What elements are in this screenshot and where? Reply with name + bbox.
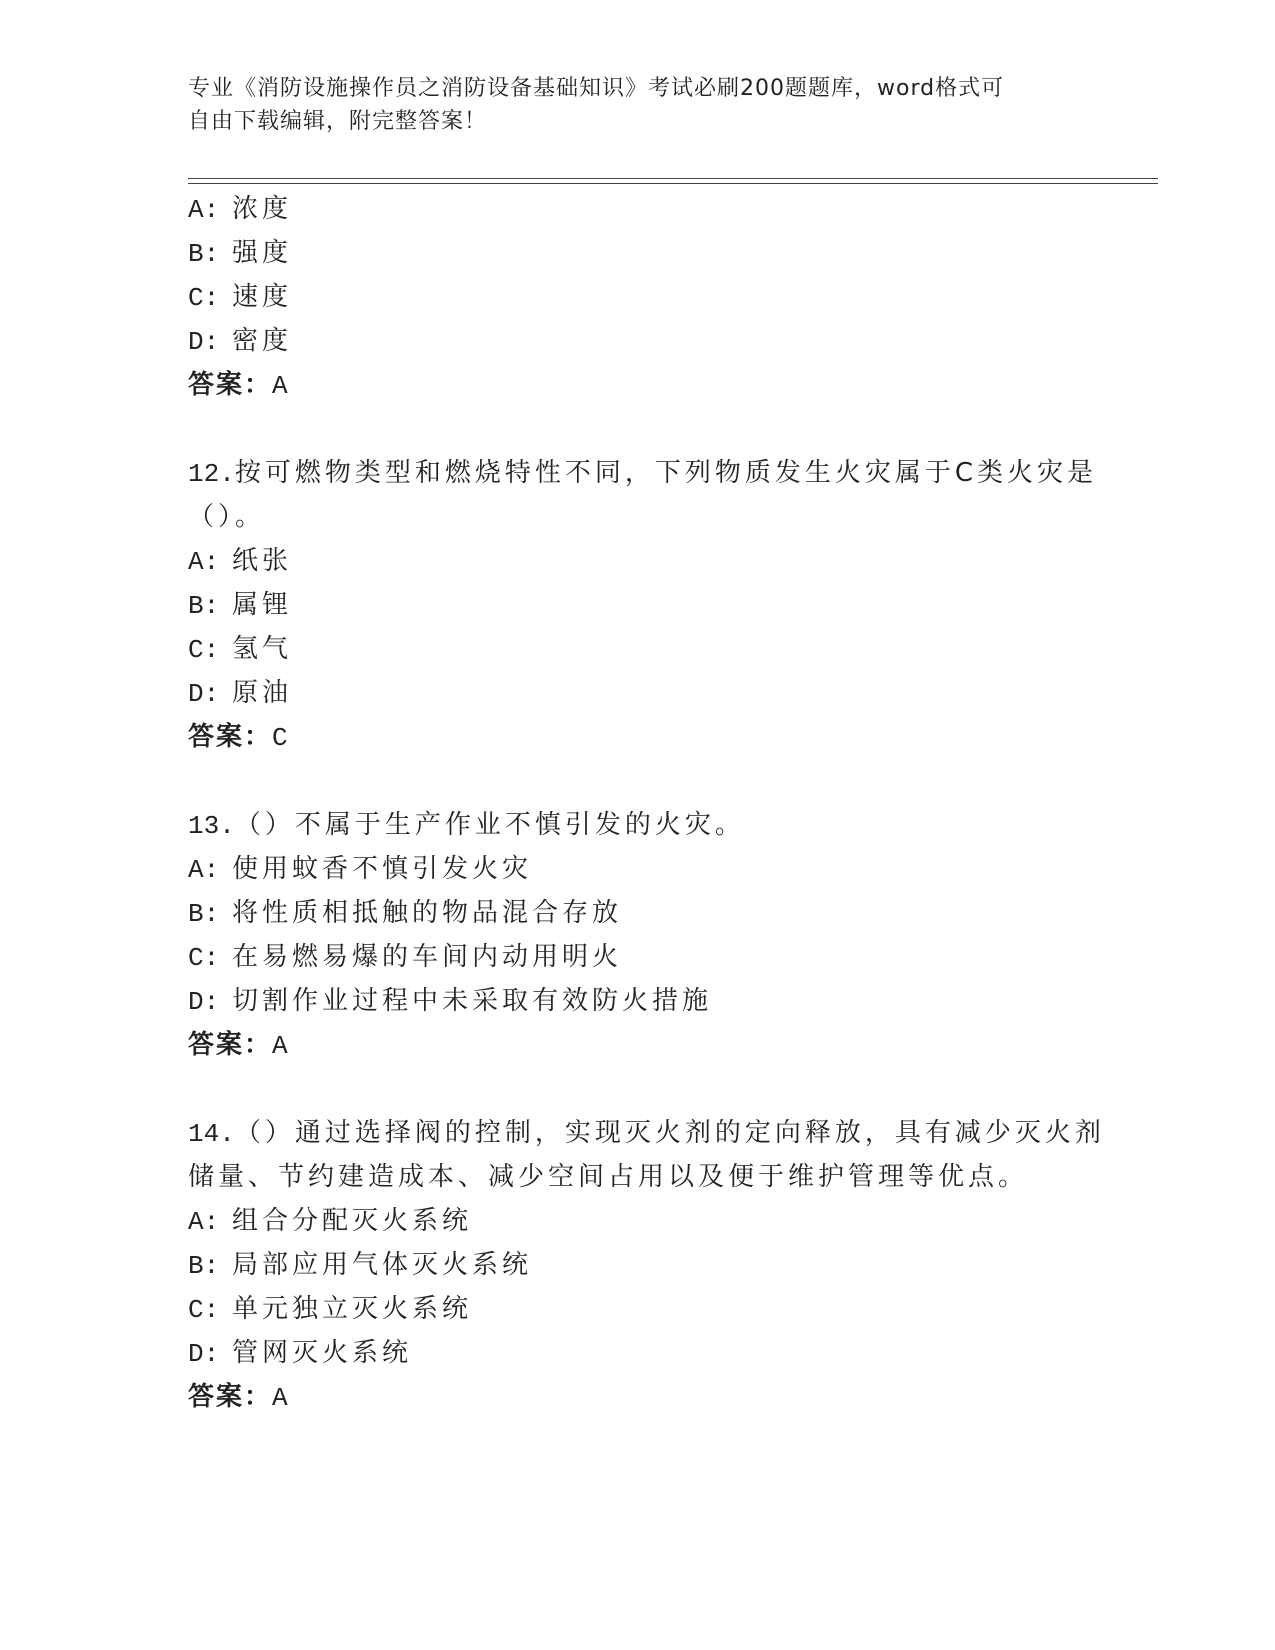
option-letter: C: bbox=[188, 943, 220, 973]
q14-answer bbox=[188, 1380, 290, 1415]
q12-stem-line-1 bbox=[188, 456, 1097, 491]
option-text: 纸张 bbox=[232, 546, 293, 576]
option-letter: C: bbox=[188, 283, 220, 313]
header-divider-top bbox=[188, 178, 1158, 179]
q12-stem-line-2: （）。 bbox=[188, 502, 266, 532]
q12-option-c bbox=[188, 632, 292, 667]
option-letter: D: bbox=[188, 679, 220, 709]
question-stem: （）不属于生产作业不慎引发的火灾。 bbox=[234, 810, 745, 840]
q12-option-b bbox=[188, 588, 292, 623]
q13-option-a bbox=[188, 852, 532, 887]
option-letter: A: bbox=[188, 855, 220, 885]
question-number: 14. bbox=[188, 1119, 235, 1149]
option-text: 速度 bbox=[232, 282, 293, 312]
option-letter: A: bbox=[188, 195, 220, 225]
q13-option-b bbox=[188, 896, 622, 931]
option-letter: D: bbox=[188, 327, 220, 357]
answer-value: A bbox=[272, 1383, 290, 1413]
option-text: 原油 bbox=[232, 678, 293, 708]
q12-option-d bbox=[188, 676, 292, 711]
option-text: 强度 bbox=[232, 238, 293, 268]
option-letter: B: bbox=[188, 239, 220, 269]
q12-answer bbox=[188, 720, 290, 755]
option-text: 组合分配灭火系统 bbox=[232, 1206, 473, 1236]
option-letter: D: bbox=[188, 987, 220, 1017]
option-letter: A: bbox=[188, 1207, 220, 1237]
answer-label: 答案： bbox=[188, 370, 273, 400]
answer-label: 答案： bbox=[188, 1382, 273, 1412]
q13-option-d bbox=[188, 984, 712, 1019]
option-letter: A: bbox=[188, 547, 220, 577]
q11-option-c bbox=[188, 280, 292, 315]
answer-value: C bbox=[272, 723, 290, 753]
option-text: 浓度 bbox=[232, 194, 293, 224]
q14-option-b bbox=[188, 1248, 532, 1283]
q13-stem-line-1 bbox=[188, 808, 745, 843]
q13-option-c bbox=[188, 940, 622, 975]
question-number: 12. bbox=[188, 459, 235, 489]
option-text: 切割作业过程中未采取有效防火措施 bbox=[232, 986, 713, 1016]
option-letter: D: bbox=[188, 1339, 220, 1369]
option-text: 属锂 bbox=[232, 590, 293, 620]
header-line-2: 自由下载编辑，附完整答案！ bbox=[188, 109, 488, 134]
q13-answer bbox=[188, 1028, 290, 1063]
q14-option-c bbox=[188, 1292, 472, 1327]
answer-label: 答案： bbox=[188, 722, 273, 752]
header-divider-bottom bbox=[188, 183, 1158, 184]
option-text: 单元独立灭火系统 bbox=[232, 1294, 473, 1324]
option-text: 局部应用气体灭火系统 bbox=[232, 1250, 533, 1280]
option-letter: C: bbox=[188, 1295, 220, 1325]
option-text: 使用蚊香不慎引发火灾 bbox=[232, 854, 533, 884]
option-letter: B: bbox=[188, 591, 220, 621]
option-text: 密度 bbox=[232, 326, 293, 356]
q14-stem-line-1 bbox=[188, 1116, 1105, 1151]
q11-option-b bbox=[188, 236, 292, 271]
answer-label: 答案： bbox=[188, 1030, 273, 1060]
question-stem: 按可燃物类型和燃烧特性不同，下列物质发生火灾属于C类火灾是 bbox=[234, 458, 1097, 488]
header-line-1: 专业《消防设施操作员之消防设备基础知识》考试必刷200题题库，word格式可 bbox=[188, 76, 1005, 101]
option-letter: C: bbox=[188, 635, 220, 665]
option-letter: B: bbox=[188, 1251, 220, 1281]
q11-option-d bbox=[188, 324, 292, 359]
option-text: 管网灭火系统 bbox=[232, 1338, 413, 1368]
answer-value: A bbox=[272, 371, 290, 401]
option-text: 在易燃易爆的车间内动用明火 bbox=[232, 942, 623, 972]
q11-answer bbox=[188, 368, 290, 403]
q14-option-a bbox=[188, 1204, 472, 1239]
question-stem: （）通过选择阀的控制，实现灭火剂的定向释放，具有减少灭火剂 bbox=[234, 1118, 1105, 1148]
option-letter: B: bbox=[188, 899, 220, 929]
q11-option-a bbox=[188, 192, 292, 227]
q14-option-d bbox=[188, 1336, 412, 1371]
q12-option-a bbox=[188, 544, 292, 579]
page-header bbox=[188, 72, 1068, 138]
question-number: 13. bbox=[188, 811, 235, 841]
option-text: 将性质相抵触的物品混合存放 bbox=[232, 898, 623, 928]
option-text: 氢气 bbox=[232, 634, 293, 664]
q14-stem-line-2: 储量、节约建造成本、减少空间占用以及便于维护管理等优点。 bbox=[188, 1162, 1029, 1192]
answer-value: A bbox=[272, 1031, 290, 1061]
